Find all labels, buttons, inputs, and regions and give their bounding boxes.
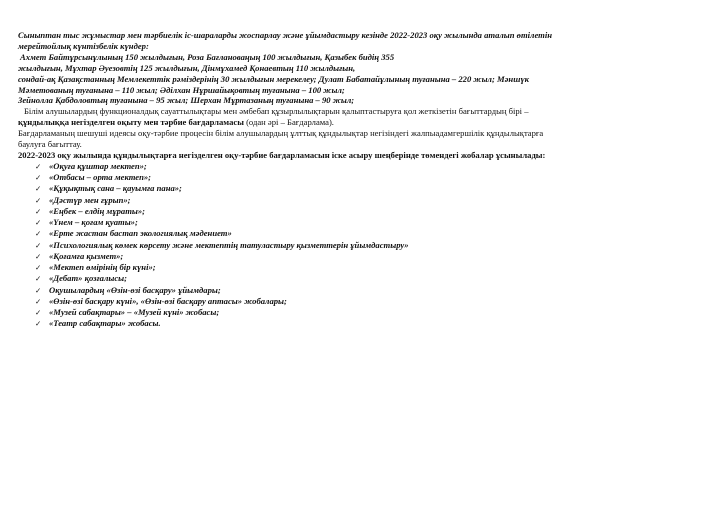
list-item: ✓ «Ерте жастан бастап экологиялық мәдениет»	[35, 228, 232, 239]
anniversary-dates-line-3: сондай-ақ Қазақстанның Мемлекеттік рәміздерінің 30 жылдығын мерекелеу; Дулат Бабатайұлының туғанына – 220 жыл; Мәншүк	[18, 73, 530, 84]
projects-list	[18, 161, 708, 330]
check-icon: ✓	[35, 285, 42, 295]
program-name: құндылыққа негізделген оқыту мен тәрбие бағдарламасы	[18, 117, 244, 128]
check-icon: ✓	[35, 308, 42, 318]
intro-line-3: Бағдарламаның шешуші идеясы оқу-тәрбие процесін білім алушылардың ұлттық құндылықтар негізіндегі жалпыадамгершілік құндылықтарға	[18, 128, 544, 139]
list-item: ✓ «Оқуға құштар мектеп»;	[35, 160, 147, 171]
intro-line-4: баулуға бағыттау.	[18, 139, 82, 150]
list-item: ✓ «Музей сабақтары» – «Музей күні» жобасы;	[35, 307, 220, 318]
list-item: ✓ Оқушылардың «Өзін-өзі басқару» ұйымдары;	[35, 284, 221, 295]
anniversary-dates-line-4: Мәметованың туғанына – 110 жыл; Әділхан Нұршайықовтың туғанына – 100 жыл;	[18, 84, 345, 95]
header-title-line-1: Сыныптан тыс жұмыстар мен тәрбиелік іс-шараларды жоспарлау және ұйымдастыру кезінде 2022-2023 оқу жылында аталып өтілетін	[18, 30, 552, 40]
check-icon: ✓	[35, 173, 42, 183]
check-icon: ✓	[35, 240, 42, 250]
list-item: ✓ «Психологиялық көмек көрсету және мектептің татуластыру қызметтерін ұйымдастыру»	[35, 239, 409, 250]
list-item: ✓ «Мектеп өмірінің бір күні»;	[35, 262, 156, 273]
check-icon: ✓	[35, 274, 42, 284]
header-title-line-2: мерейтойлық күнтізбелік күндер:	[18, 40, 149, 51]
check-icon: ✓	[35, 206, 42, 216]
list-item: ✓ «Үнем – қоғам қуаты»;	[35, 217, 138, 228]
list-item: ✓ «Өзін-өзі басқару күні», «Өзін-өзі басқару аптасы» жобалары;	[35, 295, 287, 306]
anniversary-dates-line-1: Ахмет Байтұрсынұлының 150 жылдығын, Роза Бағлановаңың 100 жылдығын, Қазыбек бидің 355	[20, 51, 395, 62]
check-icon: ✓	[35, 184, 42, 194]
list-item: ✓ «Қоғамға қызмет»;	[35, 250, 124, 261]
document-page	[18, 30, 708, 330]
list-item: ✓ «Құқықтық сана – қауымға пана»;	[35, 183, 182, 194]
check-icon: ✓	[35, 251, 42, 261]
intro-line-2	[18, 117, 708, 128]
list-item: ✓ «Отбасы – орта мектеп»;	[35, 172, 152, 183]
check-icon: ✓	[35, 161, 42, 171]
check-icon: ✓	[35, 296, 42, 306]
anniversary-dates-line-5: Зейнолла Қабдоловтың туғанына – 95 жыл; Шерхан Мұртазаның туғанына – 90 жыл;	[18, 95, 355, 106]
projects-heading: 2022-2023 оқу жылында құндылықтарға негізделген оқу-тәрбие бағдарламасын іске асыру шеңберінде төмендегі жобалар ұсынылады:	[18, 149, 546, 160]
list-item: ✓ «Еңбек – елдің мұраты»;	[35, 205, 146, 216]
anniversary-dates-line-2: жылдығын, Мұхтар Әуезовтің 125 жылдығын, Дінмұхамед Қонаевтың 110 жылдығын,	[18, 62, 356, 73]
list-item: ✓ «Дебат» қозғалысы;	[35, 273, 127, 284]
check-icon: ✓	[35, 218, 42, 228]
program-abbrev: (одан әрі – Бағдарлама).	[243, 117, 334, 128]
list-item: ✓ «Театр сабақтары» жобасы.	[35, 318, 161, 329]
check-icon: ✓	[35, 229, 42, 239]
check-icon: ✓	[35, 195, 42, 205]
check-icon: ✓	[35, 263, 42, 273]
list-item: ✓ «Дәстүр мен ғұрып»;	[35, 194, 131, 205]
check-icon: ✓	[35, 319, 42, 329]
intro-line-1: Білім алушылардың функционалдық сауаттылықтары мен әмбебап құзырлылықтарын қалыптастыруға қол жеткізетін бағыттардың бірі –	[24, 106, 529, 117]
